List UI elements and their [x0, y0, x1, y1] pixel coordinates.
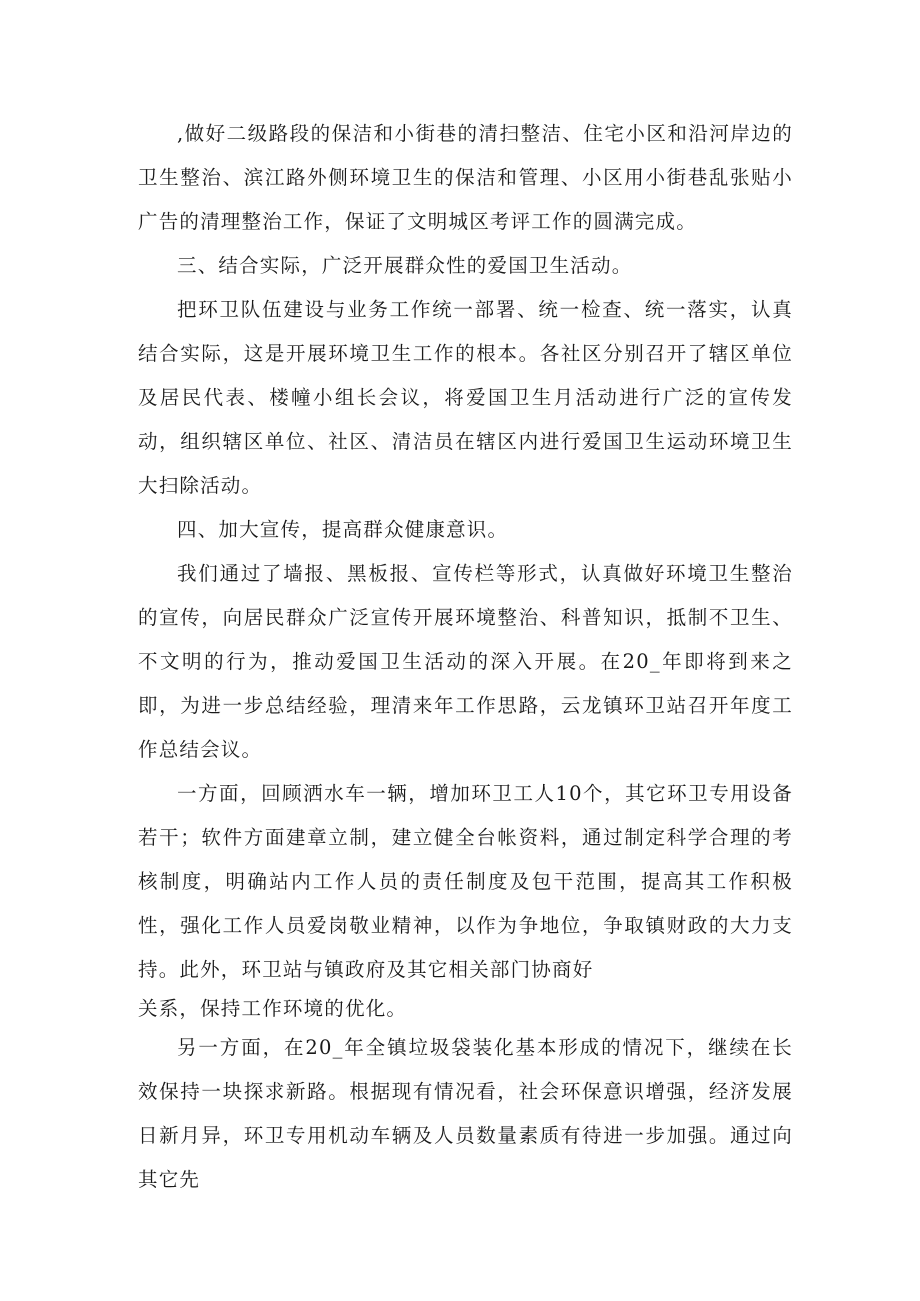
document-body: [138, 112, 793, 1202]
paragraph-sanitation-work: ,做好二级路段的保洁和小街巷的清扫整洁、住宅小区和沿河岸边的卫生整治、滨江路外侧环境卫生的保洁和管理、小区用小街巷乱张贴小广告的清理整治工作，保证了文明城区考评工作的圆满完成。: [138, 122, 793, 233]
paragraph-publicity: 我们通过了墙报、黑板报、宣传栏等形式，认真做好环境卫生整治的宣传，向居民群众广泛宣传开展环境整治、科普知识，抵制不卫生、不文明的行为，推动爱国卫生活动的深入开展。在20_年即将到来之即，为进一步总结经验，理清来年工作思路，云龙镇环卫站召开年度工作总结会议。: [138, 562, 793, 761]
heading-section-three: 三、结合实际，广泛开展群众性的爱国卫生活动。: [177, 254, 633, 277]
paragraph-one-aspect-continued: 关系，保持工作环境的优化。: [138, 997, 408, 1020]
paragraph-team-building: 把环卫队伍建设与业务工作统一部署、统一检查、统一落实，认真结合实际，这是开展环境卫生工作的根本。各社区分别召开了辖区单位及居民代表、楼幢小组长会议，将爱国卫生月活动进行广泛的宣传发动，组织辖区单位、社区、清洁员在辖区内进行爱国卫生运动环境卫生大扫除活动。: [138, 298, 793, 497]
paragraph-one-aspect: 一方面，回顾洒水车一辆，增加环卫工人10个，其它环卫专用设备若干；软件方面建章立制，建立健全台帐资料，通过制定科学合理的考核制度，明确站内工作人员的责任制度及包干范围，提高其工作积极性，强化工作人员爱岗敬业精神，以作为争地位，争取镇财政的大力支持。此外，环卫站与镇政府及其它相关部门协商好: [138, 782, 793, 981]
heading-section-four: 四、加大宣传，提高群众健康意识。: [177, 518, 509, 541]
paragraph-other-aspect: 另一方面，在20_年全镇垃圾袋装化基本形成的情况下，继续在长效保持一块探求新路。根据现有情况看，社会环保意识增强，经济发展日新月异，环卫专用机动车辆及人员数量素质有待进一步加强。通过向其它先: [138, 1036, 793, 1191]
